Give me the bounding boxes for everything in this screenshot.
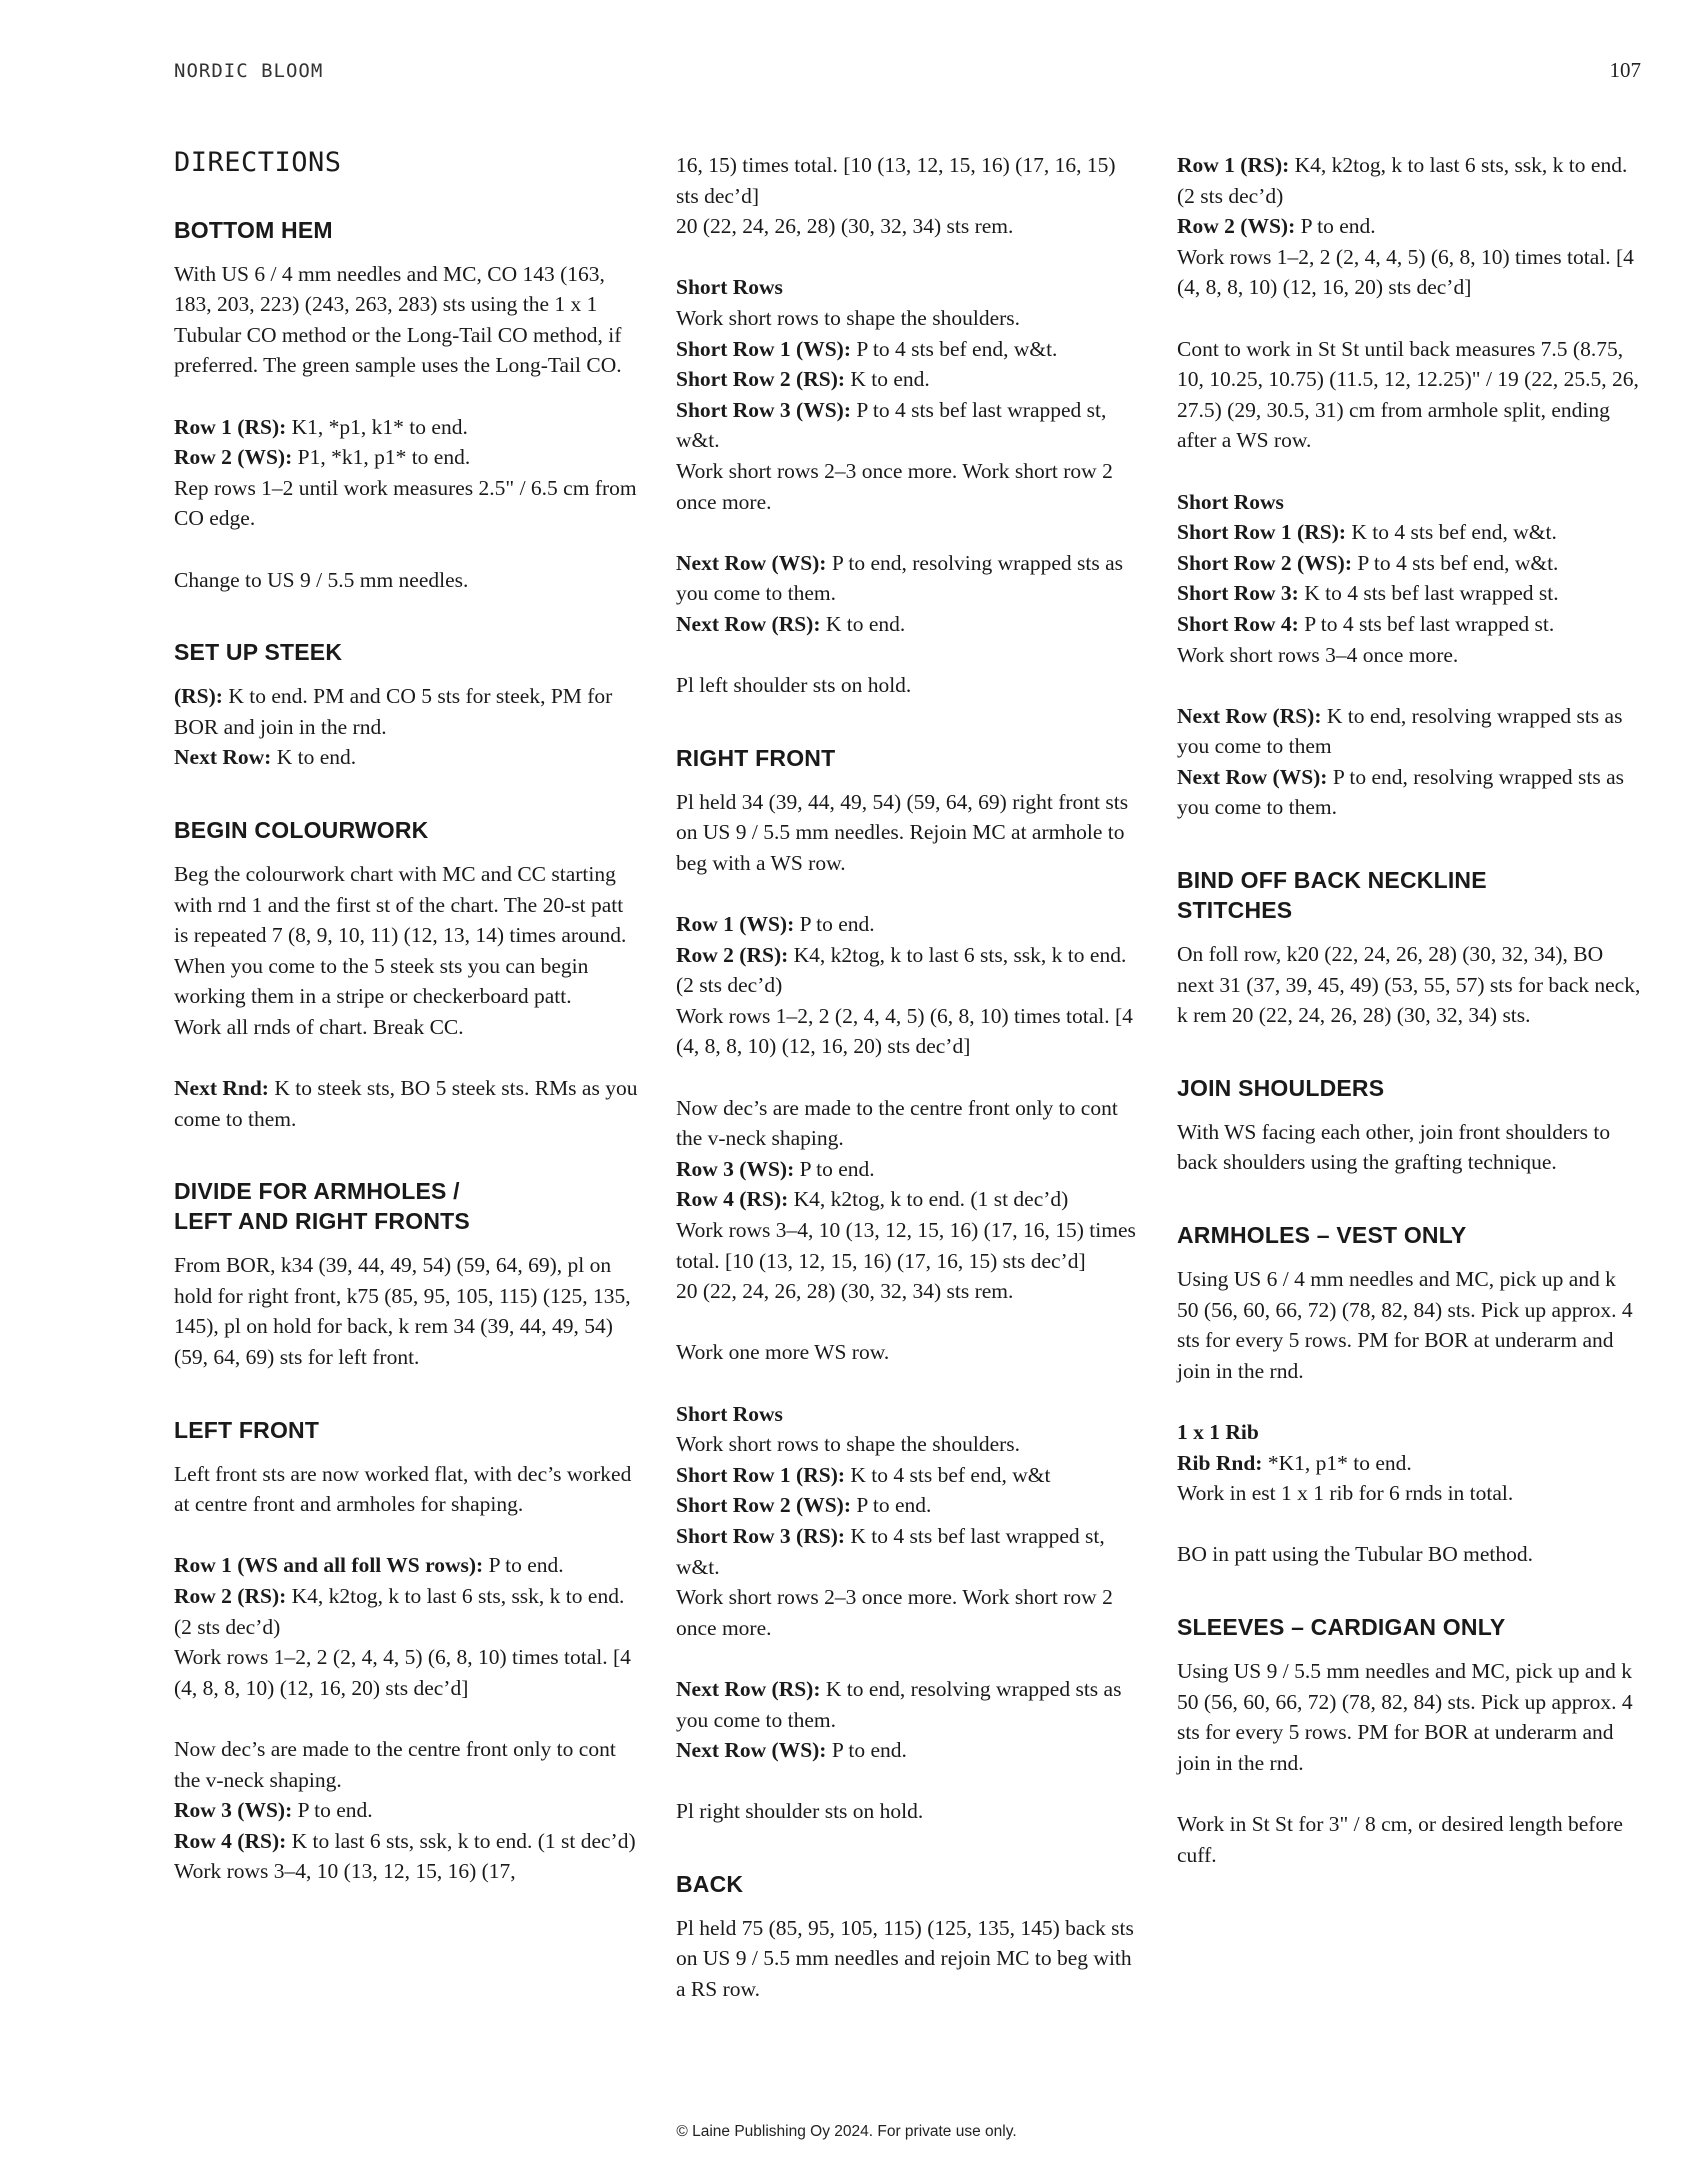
right-front-sr-more: Work short rows 2–3 once more. Work short row 2 once more. [676, 1585, 1113, 1640]
right-front-sr3: Short Row 3 (RS): K to 4 sts bef last wrapped st, w&t. [676, 1523, 1105, 1579]
sleeves-text: Using US 9 / 5.5 mm needles and MC, pick up and k 50 (56, 60, 66, 72) (78, 82, 84) sts. Pick up approx. 4 sts for every 5 rows. PM for BOR at underarm and join in the rnd. [1177, 1658, 1633, 1775]
left-front-row1: Row 1 (WS and all foll WS rows): P to end. [174, 1553, 564, 1578]
right-front-row1: Row 1 (WS): P to end. [676, 912, 875, 937]
begin-colourwork-next: Next Rnd: K to steek sts, BO 5 steek sts. RMs as you come to them. [174, 1076, 638, 1131]
column-1 [174, 140, 639, 1887]
right-front-next-ws: Next Row (WS): P to end. [676, 1738, 907, 1763]
short-rows-text: Work short rows to shape the shoulders. [676, 305, 1021, 330]
left-front-row4: Row 4 (RS): K to last 6 sts, ssk, k to end. (1 st dec’d) [174, 1828, 636, 1853]
right-front-work2: Work rows 3–4, 10 (13, 12, 15, 16) (17, 16, 15) times total. [10 (13, 12, 15, 16) (17, 16, 15) sts dec’d] [676, 1218, 1136, 1273]
right-front-work: Work rows 1–2, 2 (2, 4, 4, 5) (6, 8, 10) times total. [4 (4, 8, 8, 10) (12, 16, 20) sts dec’d] [676, 1003, 1133, 1059]
armholes-heading: ARMHOLES – VEST ONLY [1177, 1222, 1467, 1249]
back-sr1: Short Row 1 (RS): K to 4 sts bef end, w&t. [1177, 520, 1557, 545]
set-up-steek-next: Next Row: K to end. [174, 745, 357, 770]
column-3 [1177, 150, 1642, 1870]
back-sr-more: Work short rows 3–4 once more. [1177, 642, 1459, 667]
right-front-row3: Row 3 (WS): P to end. [676, 1156, 875, 1181]
back-sr3: Short Row 3: K to 4 sts bef last wrapped st. [1177, 581, 1559, 606]
armholes-text: Using US 6 / 4 mm needles and MC, pick up and k 50 (56, 60, 66, 72) (78, 82, 84) sts. Pick up approx. 4 sts for every 5 rows. PM for BOR at underarm and join in the rnd. [1177, 1267, 1633, 1383]
next-row-rs: Next Row (RS): K to end. [676, 611, 906, 636]
bottom-hem-intro: With US 6 / 4 mm needles and MC, CO 143 (163, 183, 203, 223) (243, 263, 283) sts using the 1 x 1 Tubular CO method or the Long-Tail CO method, if preferred. The green sample uses the Long-Tail CO. [174, 261, 622, 378]
begin-colourwork-heading: BEGIN COLOURWORK [174, 816, 429, 843]
bind-off-text: On foll row, k20 (22, 24, 26, 28) (30, 32, 34), BO next 31 (37, 39, 45, 49) (53, 55, 57) sts for back neck, k rem 20 (22, 24, 26, 28) (30, 32, 34) sts. [1177, 942, 1641, 1028]
set-up-steek-rs: (RS): K to end. PM and CO 5 sts for steek, PM for BOR and join in the rnd. [174, 684, 613, 739]
back-sr-title: Short Rows [1177, 489, 1284, 514]
back-sr4: Short Row 4: P to 4 sts bef last wrapped st. [1177, 611, 1555, 636]
short-row-3: Short Row 3 (WS): P to 4 sts bef last wrapped st, w&t. [676, 397, 1107, 453]
begin-colourwork-text: Beg the colourwork chart with MC and CC starting with rnd 1 and the first st of the chart. The 20-st patt is repeated 7 (8, 9, 10, 11) (12, 13, 14) times around. When you come to the 5 steek sts you can begin working them in a stripe or checkerboard patt. [174, 861, 627, 1009]
footer-copyright: © Laine Publishing Oy 2024. For private use only. [676, 2123, 1017, 2140]
short-row-1: Short Row 1 (WS): P to 4 sts bef end, w&t. [676, 336, 1058, 361]
right-front-sr-text: Work short rows to shape the shoulders. [676, 1432, 1021, 1457]
next-row-ws: Next Row (WS): P to end, resolving wrapped sts as you come to them. [676, 550, 1124, 606]
right-front-sr2: Short Row 2 (WS): P to end. [676, 1493, 932, 1518]
back-next-rs: Next Row (RS): K to end, resolving wrapped sts as you come to them [1177, 703, 1623, 759]
back-row1: Row 1 (RS): K4, k2tog, k to last 6 sts, ssk, k to end. (2 sts dec’d) [1177, 153, 1628, 208]
right-front-next-rs: Next Row (RS): K to end, resolving wrapped sts as you come to them. [676, 1676, 1122, 1732]
rib-work: Work in est 1 x 1 rib for 6 rnds in total. [1177, 1481, 1514, 1506]
sleeves-heading: SLEEVES – CARDIGAN ONLY [1177, 1613, 1506, 1640]
short-rows-more: Work short rows 2–3 once more. Work short row 2 once more. [676, 458, 1113, 514]
back-row2: Row 2 (WS): P to end. [1177, 214, 1376, 239]
back-sr2: Short Row 2 (WS): P to 4 sts bef end, w&t. [1177, 550, 1559, 575]
right-front-rem: 20 (22, 24, 26, 28) (30, 32, 34) sts rem. [676, 1279, 1014, 1304]
left-front-heading: LEFT FRONT [174, 1416, 320, 1443]
set-up-steek-heading: SET UP STEEK [174, 639, 343, 666]
left-front-now: Now dec’s are made to the centre front only to cont the v-neck shaping. [174, 1736, 616, 1792]
join-shoulders-text: With WS facing each other, join front shoulders to back shoulders using the grafting technique. [1177, 1119, 1611, 1175]
back-next-ws: Next Row (WS): P to end, resolving wrapped sts as you come to them. [1177, 764, 1625, 820]
back-cont: Cont to work in St St until back measures 7.5 (8.75, 10, 10.25, 10.75) (11.5, 12, 12.25)" / 19 (22, 25.5, 26, 27.5) (29, 30.5, 31) cm from armhole split, ending after a WS row. [1177, 336, 1639, 453]
begin-colourwork-work: Work all rnds of chart. Break CC. [174, 1014, 464, 1039]
short-row-2: Short Row 2 (RS): K to end. [676, 367, 930, 392]
left-front-work: Work rows 1–2, 2 (2, 4, 4, 5) (6, 8, 10) times total. [4 (4, 8, 8, 10) (12, 16, 20) sts dec’d] [174, 1645, 631, 1700]
running-head: NORDIC BLOOM [174, 60, 324, 82]
left-front-cont: 16, 15) times total. [10 (13, 12, 15, 16) (17, 16, 15) sts dec’d] [676, 153, 1116, 208]
bottom-hem-change: Change to US 9 / 5.5 mm needles. [174, 567, 469, 592]
right-front-sr-title: Short Rows [676, 1401, 783, 1426]
right-front-heading: RIGHT FRONT [676, 744, 836, 771]
right-front-now: Now dec’s are made to the centre front only to cont the v-neck shaping. [676, 1095, 1118, 1151]
divide-text: From BOR, k34 (39, 44, 49, 54) (59, 64, 69), pl on hold for right front, k75 (85, 95, 105, 115) (125, 135, 145), pl on hold for back, k rem 34 (39, 44, 49, 54) (59, 64, 69) sts for left front. [174, 1253, 631, 1370]
column-2 [676, 150, 1141, 2005]
bottom-hem-rep: Rep rows 1–2 until work measures 2.5" / 6.5 cm from CO edge. [174, 475, 637, 531]
right-front-intro: Pl held 34 (39, 44, 49, 54) (59, 64, 69) right front sts on US 9 / 5.5 mm needles. Rejoin MC at armhole to beg with a WS row. [676, 789, 1129, 875]
directions-title: DIRECTIONS [174, 147, 342, 178]
right-front-one-more: Work one more WS row. [676, 1340, 890, 1365]
bottom-hem-row2: Row 2 (WS): P1, *k1, p1* to end. [174, 445, 471, 470]
page-number: 107 [1609, 58, 1641, 82]
short-rows-title: Short Rows [676, 275, 783, 300]
bind-off-heading: BIND OFF BACK NECKLINE STITCHES [1177, 867, 1487, 924]
join-shoulders-heading: JOIN SHOULDERS [1177, 1074, 1385, 1101]
left-front-intro: Left front sts are now worked flat, with dec’s worked at centre front and armholes for shaping. [174, 1461, 632, 1517]
rib-rnd: Rib Rnd: *K1, p1* to end. [1177, 1450, 1412, 1475]
back-text: Pl held 75 (85, 95, 105, 115) (125, 135, 145) back sts on US 9 / 5.5 mm needles and rejoin MC to beg with a RS row. [676, 1915, 1134, 2002]
pl-right-shoulder: Pl right shoulder sts on hold. [676, 1799, 924, 1824]
sleeves-work: Work in St St for 3" / 8 cm, or desired length before cuff. [1177, 1811, 1623, 1867]
pl-left-shoulder: Pl left shoulder sts on hold. [676, 673, 912, 698]
left-front-rem: 20 (22, 24, 26, 28) (30, 32, 34) sts rem. [676, 214, 1014, 239]
back-heading: BACK [676, 1870, 744, 1897]
left-front-row2: Row 2 (RS): K4, k2tog, k to last 6 sts, ssk, k to end. (2 sts dec’d) [174, 1584, 625, 1639]
left-front-work2: Work rows 3–4, 10 (13, 12, 15, 16) (17, [174, 1859, 516, 1884]
divide-heading: DIVIDE FOR ARMHOLES / LEFT AND RIGHT FRONTS [174, 1178, 470, 1235]
right-front-row2: Row 2 (RS): K4, k2tog, k to last 6 sts, ssk, k to end. (2 sts dec’d) [676, 942, 1127, 998]
armholes-bo: BO in patt using the Tubular BO method. [1177, 1542, 1533, 1567]
bottom-hem-row1: Row 1 (RS): K1, *p1, k1* to end. [174, 414, 468, 439]
back-work: Work rows 1–2, 2 (2, 4, 4, 5) (6, 8, 10) times total. [4 (4, 8, 8, 10) (12, 16, 20) sts dec’d] [1177, 244, 1634, 300]
right-front-sr1: Short Row 1 (RS): K to 4 sts bef end, w&t [676, 1462, 1051, 1487]
left-front-row3: Row 3 (WS): P to end. [174, 1798, 373, 1823]
rib-title: 1 x 1 Rib [1177, 1420, 1259, 1444]
bottom-hem-heading: BOTTOM HEM [174, 216, 333, 243]
right-front-row4: Row 4 (RS): K4, k2tog, k to end. (1 st dec’d) [676, 1187, 1069, 1212]
